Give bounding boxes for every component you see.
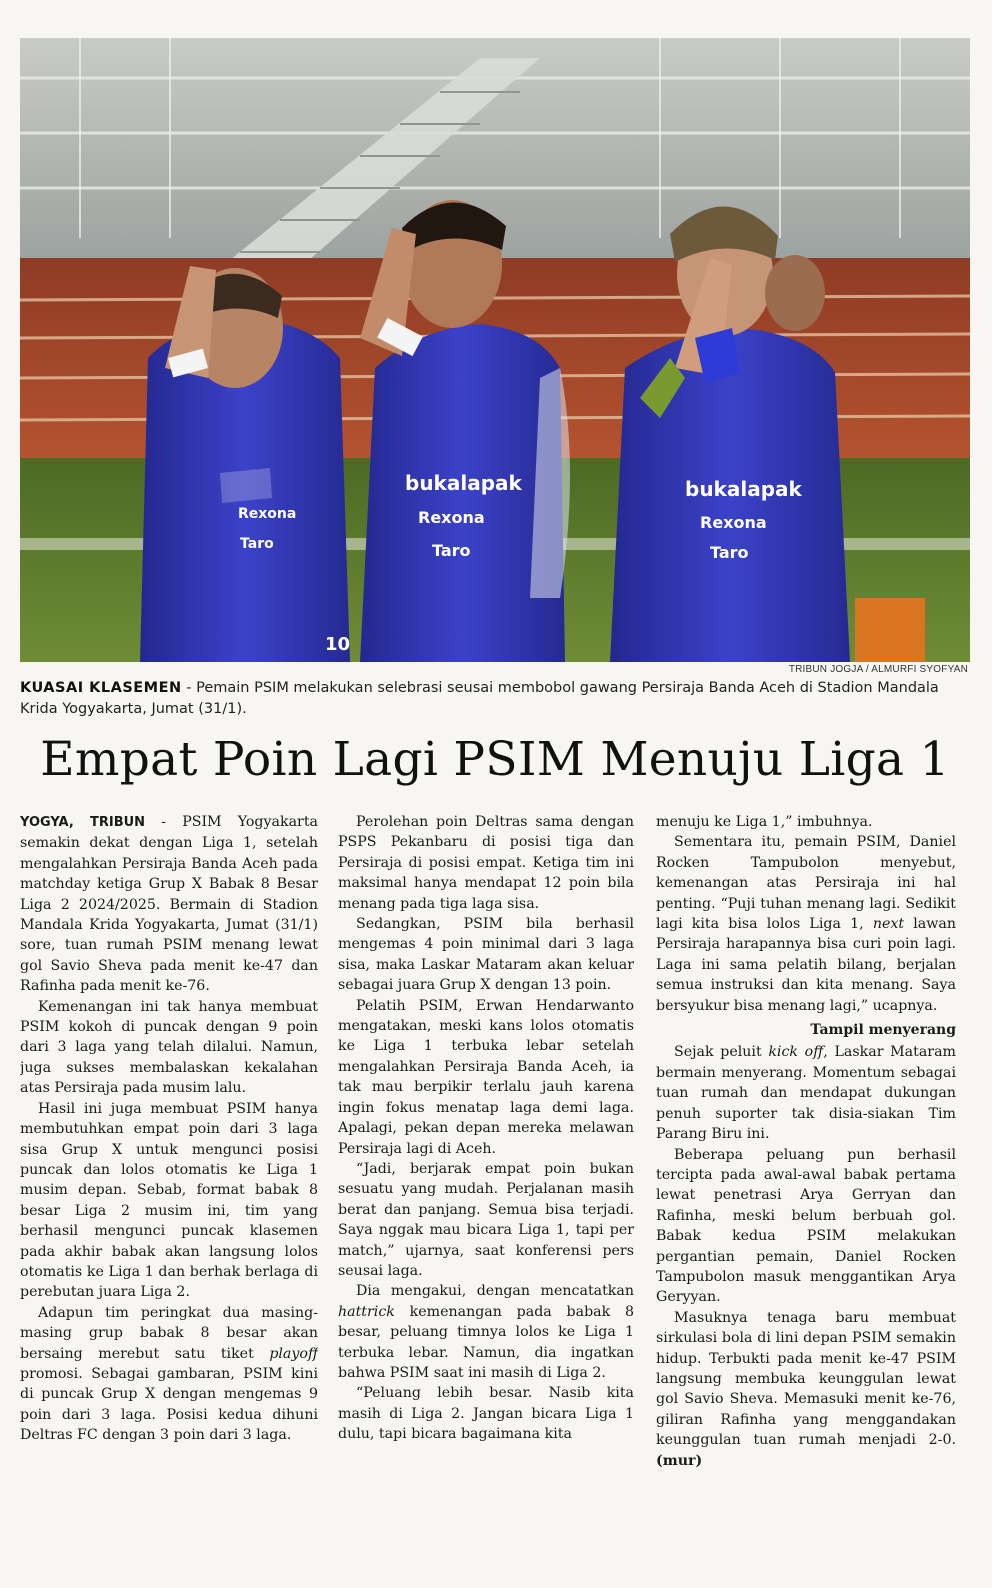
caption-label: KUASAI KLASEMEN — [20, 680, 182, 696]
article-column-3 — [656, 812, 956, 1582]
paragraph — [656, 1042, 956, 1144]
paragraph: Beberapa peluang pun berhasil tercipta pada awal-awal babak pertama lewat penetrasi Arya Gerryan dan Rafinha, meski belum berbuah gol. Babak kedua PSIM melakukan pergantian pemain, Daniel Rocken Tampubolon masuk menggantikan Arya Geryyan. — [656, 1146, 956, 1306]
paragraph-text: kemenangan pada babak 8 besar, peluang timnya lolos ke Liga 1 terbuka lebar. Namun, dia ingatkan bahwa PSIM saat ini masih di Liga 2. — [338, 1303, 634, 1381]
paragraph: “Jadi, berjarak empat poin bukan sesuatu yang mudah. Perjalanan masih berat dan panjang. Semua bisa terjadi. Saya nggak mau bicara Liga 1, tapi per match,” ujarnya, saat konferensi pers seusai laga. — [338, 1160, 634, 1279]
jersey-sponsor-left-2: Rexona — [238, 506, 297, 522]
dateline: YOGYA, TRIBUN — [20, 815, 146, 830]
paragraph-text: lawan Persiraja harapannya bisa curi poin lagi. Laga ini sama pelatih bilang, berjalan semua instruksi dan kita menang. Saya bersyukur bisa menang lagi,” ucapnya. — [656, 916, 956, 1014]
caption-text: - Pemain PSIM melakukan selebrasi seusai membobol gawang Persiraja Banda Aceh di Stadion Mandala Krida Yogyakarta, Jumat (31/1). — [20, 680, 939, 717]
jersey-sponsor-2: Rexona — [418, 508, 485, 527]
italic-term: kick off — [768, 1044, 824, 1061]
paragraph-text: - PSIM Yogyakarta semakin dekat dengan Liga 1, setelah mengalahkan Persiraja Banda Aceh pada matchday ketiga Grup X Babak 8 Besar Liga 2 2024/2025. Bermain di Stadion Mandala Krida Yogyakarta, Jumat (31/1) sore, tuan rumah PSIM menang lewat gol Savio Sheva pada menit ke-47 dan Rafinha pada menit ke-76. — [20, 814, 318, 995]
photo-caption — [20, 678, 970, 720]
subheading: Tampil menyerang — [810, 1022, 956, 1039]
paragraph — [656, 832, 956, 1016]
paragraph-text: Sejak peluit — [674, 1044, 769, 1061]
paragraph: menuju ke Liga 1,” imbuhnya. — [656, 814, 873, 830]
paragraph: Pelatih PSIM, Erwan Hendarwanto mengatakan, meski kans lolos otomatis ke Liga 1 terbuka lebar setelah mengalahkan Persiraja Banda Aceh, ia tak mau berpikir terlalu jauh karena ingin fokus menatap laga demi laga. Apalagi, pekan depan mereka melawan Persiraja lagi di Aceh. — [338, 997, 634, 1157]
article-column-2 — [338, 812, 634, 1582]
paragraph — [20, 812, 318, 997]
paragraph: Kemenangan ini tak hanya membuat PSIM kokoh di puncak dengan 9 poin dari 3 laga yang telah dilalui. Namun, juga sukses membalaskan kekalahan atas Persiraja pada musim lalu. — [20, 998, 318, 1097]
headline: Empat Poin Lagi PSIM Menuju Liga 1 — [40, 732, 950, 787]
jersey-sponsor-right-1: bukalapak — [685, 477, 802, 501]
paragraph-text: Dia mengakui, dengan mencatatkan — [356, 1283, 634, 1300]
jersey-sponsor-left-3: Taro — [240, 536, 274, 552]
paragraph — [20, 1303, 318, 1446]
paragraph-text: Adapun tim peringkat dua masing-masing grup babak 8 besar akan bersaing merebut satu tiket — [20, 1304, 318, 1362]
article-column-1 — [20, 812, 318, 1582]
jersey-sponsor-1: bukalapak — [405, 471, 522, 495]
paragraph-text: Masuknya tenaga baru membuat sirkulasi bola di lini depan PSIM semakin hidup. Terbukti pada menit ke-47 PSIM langsung membuka keunggulan lewat gol Savio Sheva. Memasuki menit ke-76, giliran Rafinha yang menggandakan keunggulan tuan rumah menjadi 2-0. — [656, 1309, 956, 1449]
jersey-sponsor-right-3: Taro — [710, 543, 749, 562]
paragraph-text: Sementara itu, pemain PSIM, Daniel Rocken Tampubolon menyebut, kemenangan atas Persiraja ini hal penting. “Puji tuhan menang lagi. Sedikit lagi kita bisa lolos Liga 1, — [656, 834, 956, 933]
paragraph: Hasil ini juga membuat PSIM hanya membutuhkan empat poin dari 3 laga sisa Grup X untuk mengunci posisi puncak dan lolos otomatis ke Liga 1 musim depan. Sebab, format babak 8 besar Liga 2 musim ini, tim yang berhasil mengunci puncak klasemen pada akhir babak akan langsung lolos otomatis ke Liga 1 dan berhak berlaga di perebutan juara Liga 2. — [20, 1100, 318, 1301]
italic-term: hattrick — [338, 1303, 395, 1320]
paragraph-text: promosi. Sebagai gambaran, PSIM kini di puncak Grup X dengan mengemas 9 poin dari 3 laga. Posisi kedua dihuni Deltras FC dengan 3 poin dari 3 laga. — [20, 1365, 318, 1444]
paragraph — [338, 1281, 634, 1383]
paragraph-text: , Laskar Mataram bermain menyerang. Momentum sebagai tuan rumah dan mendapat dukungan penuh suporter tak disia-siakan Tim Parang Biru ini. — [656, 1044, 956, 1143]
italic-term: playoff — [269, 1345, 318, 1362]
news-photo — [20, 38, 970, 662]
jersey-number: 10 — [325, 634, 351, 655]
paragraph: Perolehan poin Deltras sama dengan PSPS Pekanbaru di posisi tiga dan Persiraja di posisi empat. Ketiga tim ini maksimal hanya mendapat 12 poin bila menang pada tiga laga sisa. — [338, 814, 634, 912]
jersey-sponsor-3: Taro — [432, 541, 471, 560]
celebration-photo-illustration — [20, 38, 970, 662]
photo-credit: TRIBUN JOGJA / ALMURFI SYOFYAN — [788, 664, 968, 675]
author-signature: (mur) — [656, 1452, 703, 1469]
italic-term: next — [872, 916, 905, 933]
jersey-sponsor-right-2: Rexona — [700, 513, 767, 532]
paragraph: “Peluang lebih besar. Nasib kita masih di Liga 2. Jangan bicara Liga 1 dulu, tapi bicara bagaimana kita — [338, 1385, 634, 1443]
paragraph — [656, 1308, 956, 1471]
paragraph: Sedangkan, PSIM bila berhasil mengemas 4 poin minimal dari 3 laga sisa, maka Laskar Mataram akan keluar sebagai juara Grup X dengan 13 poin. — [338, 916, 634, 994]
